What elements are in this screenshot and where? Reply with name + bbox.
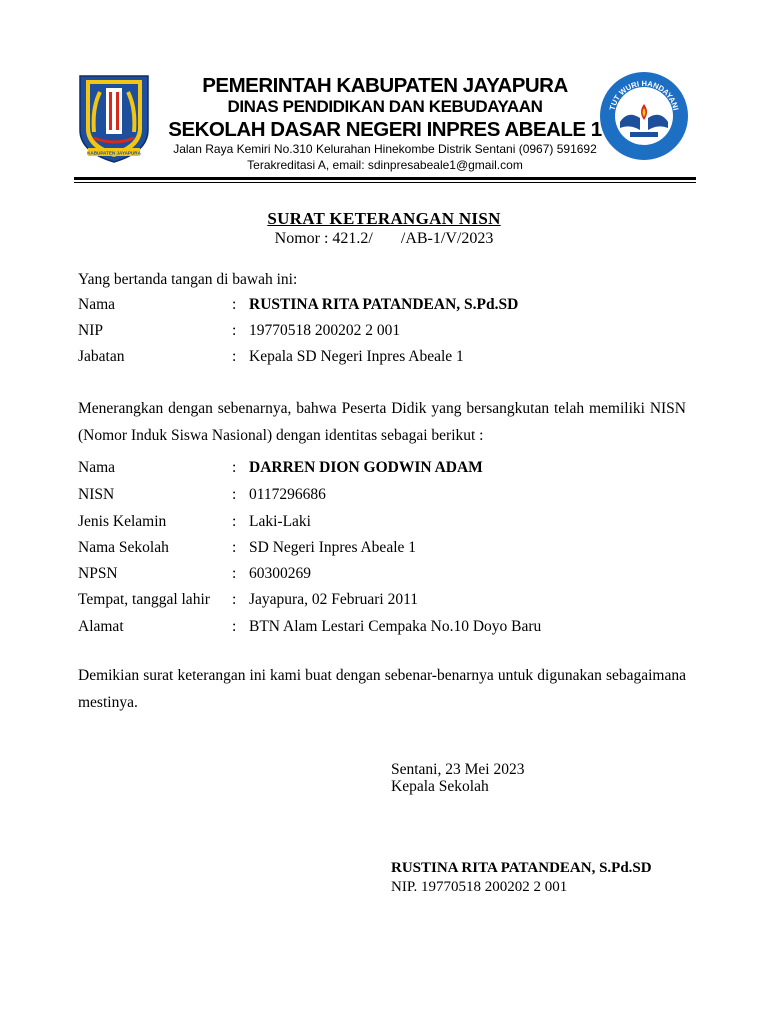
student-birth-value: Jayapura, 02 Februari 2011: [249, 591, 419, 608]
signature-role: Kepala Sekolah: [391, 778, 489, 795]
left-regency-logo: [74, 72, 154, 164]
field-label: Jenis Kelamin: [78, 513, 167, 530]
signature-place-date: Sentani, 23 Mei 2023: [391, 761, 525, 778]
field-label: NIP: [78, 322, 103, 339]
field-colon: :: [232, 296, 237, 313]
field-colon: :: [232, 513, 237, 530]
closing-paragraph: Demikian surat keterangan ini kami buat dengan sebenar-benarnya untuk digunakan sebagaimana mestinya.: [78, 667, 686, 711]
field-label: Nama: [78, 296, 116, 313]
field-colon: :: [232, 565, 237, 582]
tut-wuri-handayani-logo: [598, 70, 690, 162]
signatory-name-value: RUSTINA RITA PATANDEAN, S.Pd.SD: [249, 296, 519, 313]
right-logo-text: TUT WURI HANDAYANI: [607, 78, 681, 112]
field-label: Tempat, tanggal lahir: [78, 591, 210, 608]
signatory-nip-value: 19770518 200202 2 001: [249, 322, 401, 339]
student-address-value: BTN Alam Lestari Cempaka No.10 Doyo Baru: [249, 618, 542, 635]
field-label: NISN: [78, 486, 115, 503]
student-school-value: SD Negeri Inpres Abeale 1: [249, 539, 417, 556]
field-colon: :: [232, 486, 237, 503]
letterhead-address: Jalan Raya Kemiri No.310 Kelurahan Hinekombe Distrik Sentani (0967) 591692: [173, 142, 597, 156]
field-label: Nama: [78, 459, 116, 476]
signature-name: RUSTINA RITA PATANDEAN, S.Pd.SD: [391, 860, 652, 876]
field-colon: :: [232, 348, 237, 365]
field-label: Alamat: [78, 618, 124, 635]
letterhead-contact: Terakreditasi A, email: sdinpresabeale1@gmail.com: [247, 158, 523, 172]
field-colon: :: [232, 591, 237, 608]
student-name-value: DARREN DION GODWIN ADAM: [249, 459, 483, 476]
letterhead-school: SEKOLAH DASAR NEGERI INPRES ABEALE 1: [168, 118, 602, 141]
document-number: Nomor : 421.2/ /AB-1/V/2023: [274, 230, 494, 247]
letterhead-government: PEMERINTAH KABUPATEN JAYAPURA: [202, 74, 568, 97]
signatory-intro: Yang bertanda tangan di bawah ini:: [78, 271, 298, 288]
field-label: NPSN: [78, 565, 118, 582]
document-title: SURAT KETERANGAN NISN: [267, 209, 501, 228]
field-colon: :: [232, 539, 237, 556]
field-colon: :: [232, 459, 237, 476]
letterhead-rule-thick: [74, 177, 696, 180]
field-label: Jabatan: [78, 348, 125, 365]
left-logo-text: KABUPATEN JAYAPURA: [87, 150, 141, 156]
letterhead-rule-thin: [74, 182, 696, 183]
student-gender-value: Laki-Laki: [249, 513, 311, 530]
letterhead-department: DINAS PENDIDIKAN DAN KEBUDAYAAN: [227, 97, 543, 116]
signature-nip: NIP. 19770518 200202 2 001: [391, 879, 568, 895]
field-colon: :: [232, 322, 237, 339]
field-colon: :: [232, 618, 237, 635]
statement-paragraph: Menerangkan dengan sebenarnya, bahwa Peserta Didik yang bersangkutan telah memiliki NISN (Nomor Induk Siswa Nasional) dengan identitas sebagai berikut :: [78, 400, 686, 444]
signatory-position-value: Kepala SD Negeri Inpres Abeale 1: [249, 348, 464, 365]
field-label: Nama Sekolah: [78, 539, 169, 556]
student-npsn-value: 60300269: [249, 565, 311, 582]
student-nisn-value: 0117296686: [249, 486, 326, 503]
